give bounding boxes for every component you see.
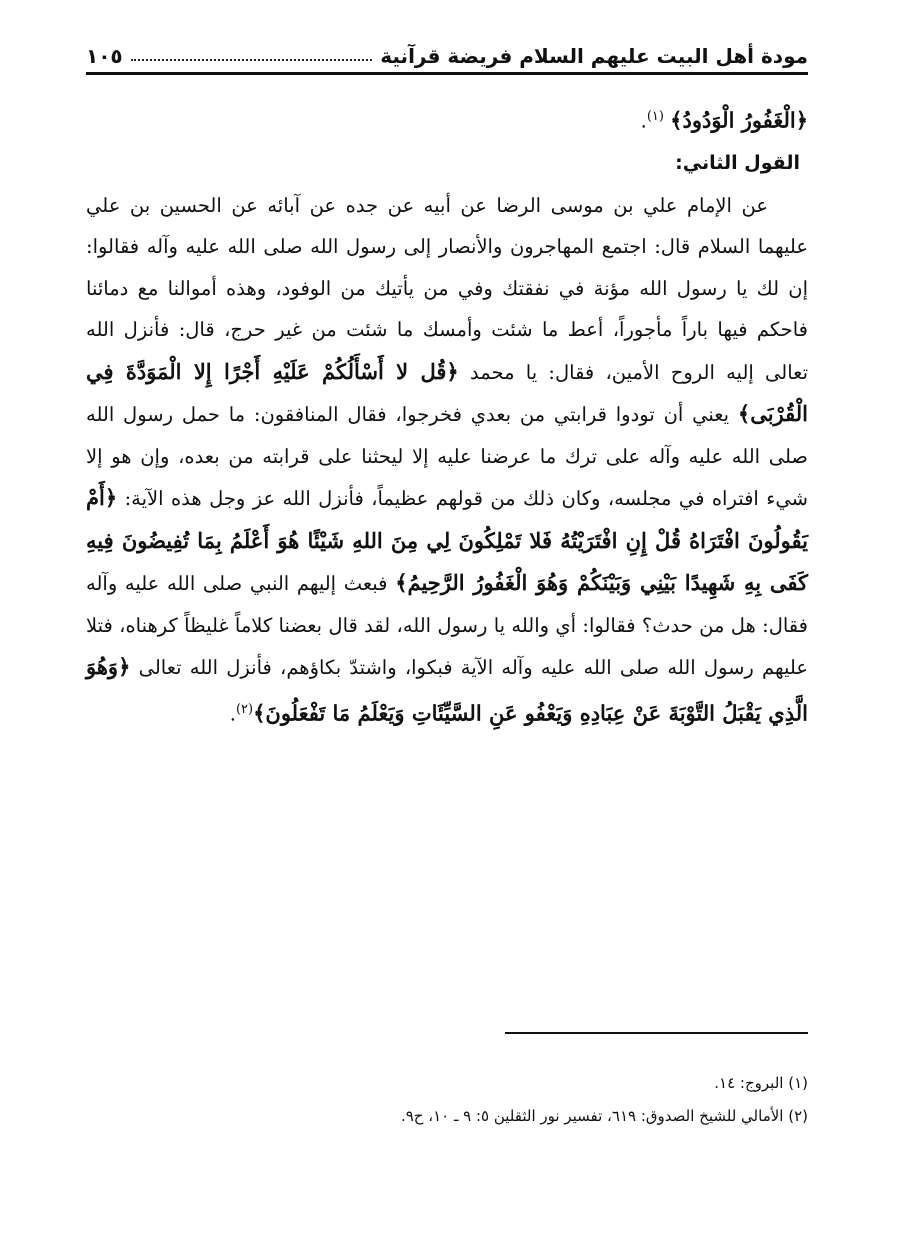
header-leader-dots (131, 59, 373, 61)
footnote-ref-1: (١) (646, 109, 664, 124)
verse-line (86, 96, 808, 142)
narration-part-1: عن الإمام علي بن موسى الرضا عن أبيه عن جده عن آبائه عن الحسين بن علي عليهما السلام قال: اجتمع المهاجرون والأنصار إلى رسول الله صلى الله عليه وآله فقالوا: إن لك يا رسول الله مؤنة في نفقتك وفي من يأتيك من الوفود، وهذه أموالنا مع دمائنا فاحكم فيها باراً مأجوراً، أعط ما شئت وأمسك ما شئت من غير حرج، قال: فأنزل الله تعالى إليه الروح الأمين، فقال: يا محمد (86, 193, 809, 384)
footnote-ref-2: (٢) (235, 701, 254, 717)
quran-verse-ending: ﴿الْغَفُورُ الْوَدُودُ﴾ (670, 107, 808, 133)
footnote-separator (505, 1032, 808, 1034)
header-title: مودة أهل البيت عليهم السلام فريضة قرآنية (380, 44, 808, 68)
footnote-1: (١) البروج: ١٤. (714, 1074, 808, 1092)
narration-part-2: يعني أن تودوا قرابتي من بعدي فخرجوا، فقال المنافقون: ما حمل رسول الله صلى الله عليه وآله على ترك ما عرضنا عليه إلا ليحثنا على قرابته من بعده، وإن هو إلا شيء افتراه في مجلسه، وكان ذلك من قولهم عظيماً، فأنزل الله عز وجل هذه الآية: (86, 403, 808, 510)
period: . (229, 702, 236, 725)
header-rule (86, 72, 808, 75)
main-text (86, 96, 808, 735)
section-heading-line (86, 142, 808, 185)
quran-verse-3: ﴿وَهُوَ الَّذِي يَقْبَلُ التَّوْبَةَ عَنْ عِبَادِهِ وَيَعْفُو عَنِ السَّيِّئَاتِ وَيَعْلَمُ مَا تَفْعَلُونَ﴾ (86, 654, 808, 725)
footnotes (86, 1068, 808, 1134)
quran-verse-1: ﴿قُل لا أَسْأَلُكُمْ عَلَيْهِ أَجْرًا إِلا الْمَوَدَّةَ فِي الْقُرْبَى﴾ (86, 358, 808, 426)
quran-verse-2: ﴿أَمْ يَقُولُونَ افْتَرَاهُ قُلْ إِنِ افْتَرَيْتُهُ فَلا تَمْلِكُونَ لِي مِنَ اللهِ شَيْئًا هُوَ أَعْلَمُ بِمَا تُفِيضُونَ فِيهِ كَفَى بِهِ شَهِيدًا بَيْنِي وَبَيْنَكُمْ وَهُوَ الْغَفُورُ الرَّحِيمُ﴾ (86, 485, 809, 595)
page-number: ١٠٥ (86, 44, 123, 68)
section-heading: القول الثاني: (675, 152, 800, 174)
narration-part-3: فبعث إليهم النبي صلى الله عليه وآله فقال: هل من حدث؟ فقالوا: أي والله يا رسول الله، لقد قال بعضنا كلاماً غليظاً كرهناه، فتلا عليهم رسول الله صلى الله عليه وآله الآية فبكوا، واشتدّ بكاؤهم، فأنزل الله تعالى (86, 572, 808, 679)
period: . (640, 109, 647, 133)
footnote-2: (٢) الأمالي للشيخ الصدوق: ٦١٩، تفسير نور الثقلين ٥: ٩ ـ ١٠، ح٩. (400, 1107, 808, 1125)
running-header (86, 30, 808, 68)
narration-paragraph (86, 185, 808, 735)
